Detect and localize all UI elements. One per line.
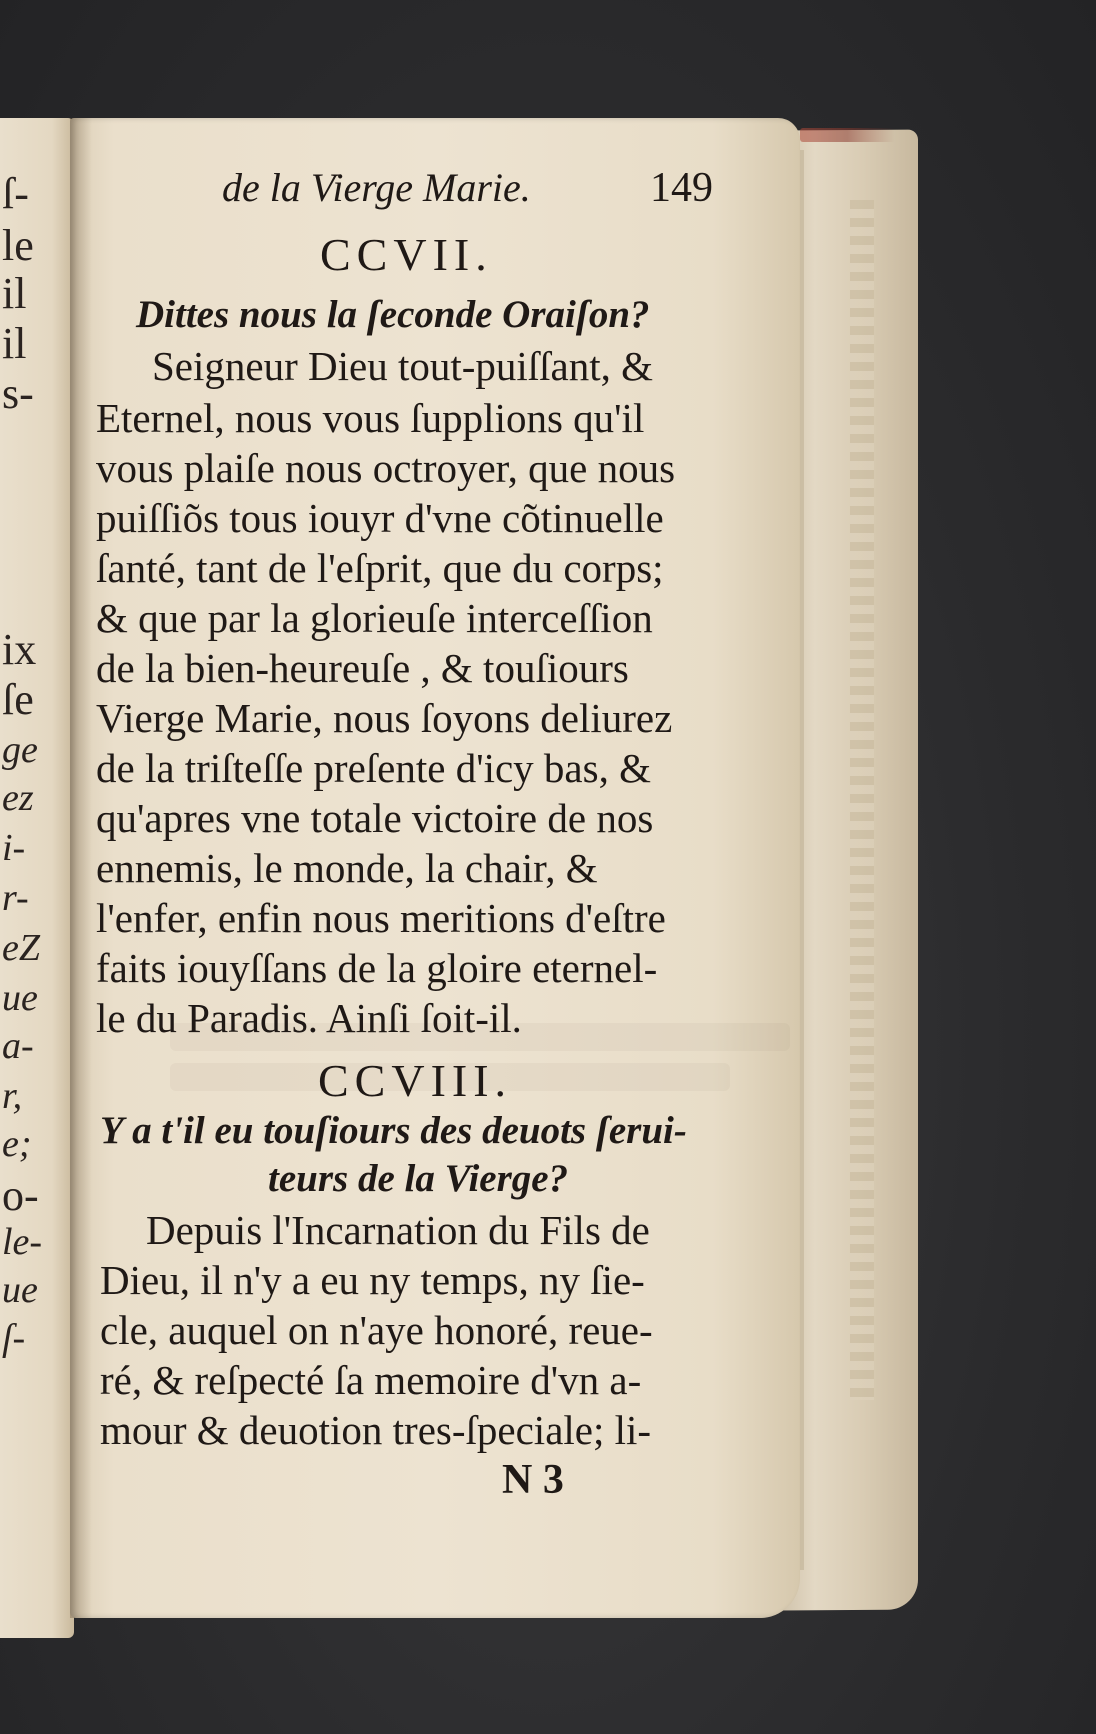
body-line: puiſſiõs tous iouyr d'vne cõtinuelle <box>96 495 664 541</box>
section-question: Dittes nous la ſeconde Oraiſon? <box>136 293 650 336</box>
body-line: Depuis l'Incarnation du Fils de <box>146 1207 650 1253</box>
left-page-fragment: r- <box>2 877 29 919</box>
body-line: Eternel, nous vous ſupplions qu'il <box>96 395 645 441</box>
left-page-fragment: le- <box>2 1221 43 1263</box>
body-line: de la bien-heureuſe , & touſiours <box>96 645 629 691</box>
left-page-fragment: s- <box>2 369 34 418</box>
body-line: ſanté, tant de l'eſprit, que du corps; <box>96 545 664 591</box>
body-line: de la triſteſſe preſente d'icy bas, & <box>96 745 651 791</box>
section-numeral: CCVIII. <box>318 1055 513 1106</box>
body-line: vous plaiſe nous octroyer, que nous <box>96 445 676 491</box>
left-page-fragment: ez <box>2 777 34 819</box>
printer-signature: N 3 <box>502 1457 564 1503</box>
body-line: mour & deuotion tres-ſpeciale; li- <box>100 1407 652 1453</box>
body-line: qu'apres vne totale victoire de nos <box>96 795 654 841</box>
body-line: ré, & reſpecté ſa memoire d'vn a- <box>100 1357 642 1403</box>
section-question: teurs de la Vierge? <box>268 1157 569 1200</box>
section-numeral: CCVII. <box>320 229 493 280</box>
page-block-texture <box>850 200 874 1400</box>
body-line: faits iouyſſans de la gloire eternel- <box>96 945 658 991</box>
left-page-fragment: r, <box>2 1075 23 1117</box>
body-line: Dieu, il n'y a eu ny temps, ny ſie- <box>100 1257 645 1303</box>
body-line: l'enfer, enfin nous meritions d'eſtre <box>96 895 666 941</box>
body-line: Vierge Marie, nous ſoyons deliurez <box>96 695 673 741</box>
left-page-fragment: ue <box>2 1269 38 1311</box>
left-page-fragment: eZ <box>2 927 40 969</box>
left-page-fragment: le <box>2 221 34 270</box>
left-page-fragment: ge <box>2 729 38 771</box>
left-page-fragment: ue <box>2 977 38 1019</box>
left-page-fragment: e; <box>2 1123 32 1165</box>
left-page-fragment: ſ- <box>2 1317 26 1359</box>
left-page-fragment: ix <box>2 625 37 674</box>
body-line: cle, auquel on n'aye honoré, reue- <box>100 1307 653 1353</box>
left-page-fragment: a- <box>2 1025 34 1067</box>
body-line: & que par la glorieuſe interceſſion <box>96 595 653 641</box>
body-line: ennemis, le monde, la chair, & <box>96 845 598 891</box>
left-page-fragment: i- <box>2 827 26 869</box>
page-number: 149 <box>650 165 713 211</box>
left-page-fragment: il <box>2 319 27 368</box>
left-page-fragment: o- <box>2 1171 39 1220</box>
body-line: Seigneur Dieu tout-puiſſant, & <box>152 343 654 389</box>
body-line: le du Paradis. Ainſi ſoit-il. <box>96 995 522 1041</box>
running-header-title: de la Vierge Marie. <box>222 165 531 210</box>
section-question: Y a t'il eu touſiours des deuots ſerui- <box>100 1109 687 1152</box>
left-page-fragment: ſ- <box>2 169 29 218</box>
left-page-fragment: il <box>2 269 27 318</box>
page-gutter-shadow <box>70 118 92 1618</box>
left-facing-page <box>0 118 74 1638</box>
left-page-fragment: ſe <box>2 675 34 724</box>
red-edge-stain <box>800 128 918 142</box>
